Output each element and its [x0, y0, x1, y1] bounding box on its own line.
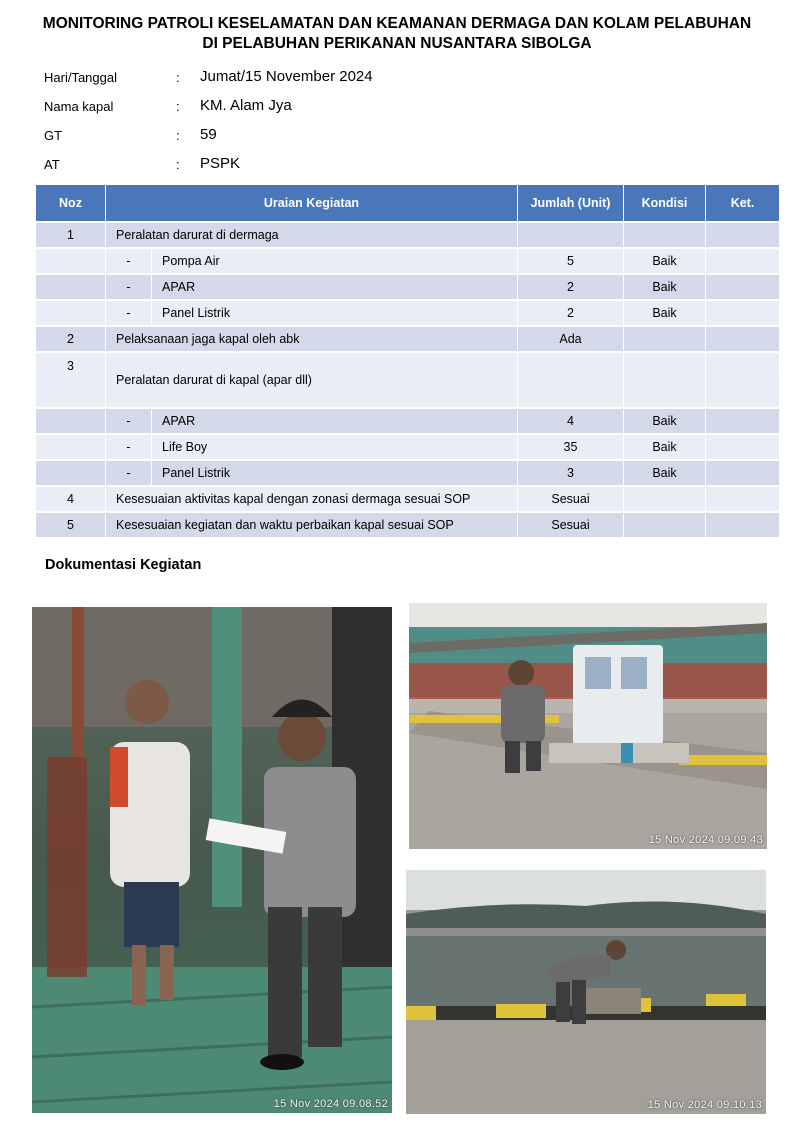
cell-quantity: 35 — [518, 433, 624, 459]
cell-condition — [624, 221, 706, 247]
cell-no: 4 — [36, 485, 106, 511]
cell-item: APAR — [152, 407, 518, 433]
cell-item: Kesesuaian kegiatan dan waktu perbaikan kapal sesuai SOP — [106, 511, 518, 537]
table-row — [36, 485, 780, 511]
cell-item: Life Boy — [152, 433, 518, 459]
cell-notes — [706, 273, 780, 299]
cell-notes — [706, 459, 780, 485]
info-label: GT — [44, 128, 63, 143]
table-row — [36, 407, 780, 433]
cell-condition — [624, 485, 706, 511]
cell-no — [36, 407, 106, 433]
cell-notes — [706, 485, 780, 511]
table-row — [36, 273, 780, 299]
cell-dash: - — [106, 407, 152, 433]
photo-harbor-basin — [406, 870, 766, 1114]
info-colon: : — [176, 157, 180, 172]
cell-quantity — [518, 221, 624, 247]
cell-item: Panel Listrik — [152, 299, 518, 325]
cell-notes — [706, 247, 780, 273]
cell-no — [36, 433, 106, 459]
cell-no: 2 — [36, 325, 106, 351]
photo-crew-inspection — [32, 607, 392, 1113]
cell-no — [36, 459, 106, 485]
table-row — [36, 325, 780, 351]
info-colon: : — [176, 70, 180, 85]
cell-condition — [624, 351, 706, 407]
cell-no: 1 — [36, 221, 106, 247]
cell-item: Peralatan darurat di kapal (apar dll) — [106, 351, 518, 407]
cell-quantity: 5 — [518, 247, 624, 273]
cell-item: Peralatan darurat di dermaga — [106, 221, 518, 247]
header-no: Noz — [36, 185, 106, 221]
cell-dash: - — [106, 247, 152, 273]
cell-condition: Baik — [624, 459, 706, 485]
info-value: Jumat/15 November 2024 — [200, 68, 373, 85]
cell-quantity: Sesuai — [518, 485, 624, 511]
cell-condition: Baik — [624, 273, 706, 299]
photo-dock-panel — [409, 603, 767, 849]
cell-condition: Baik — [624, 407, 706, 433]
cell-no — [36, 299, 106, 325]
photo-harbor-basin-image — [406, 870, 766, 1114]
header-notes: Ket. — [706, 185, 780, 221]
info-colon: : — [176, 128, 180, 143]
table-row — [36, 351, 780, 407]
info-label: Hari/Tanggal — [44, 70, 117, 85]
cell-item: Panel Listrik — [152, 459, 518, 485]
info-value: KM. Alam Jya — [200, 97, 292, 114]
info-colon: : — [176, 99, 180, 114]
document-title — [0, 14, 794, 54]
cell-dash: - — [106, 433, 152, 459]
cell-notes — [706, 511, 780, 537]
header-quantity: Jumlah (Unit) — [518, 185, 624, 221]
cell-condition — [624, 325, 706, 351]
cell-quantity: 2 — [518, 273, 624, 299]
cell-dash: - — [106, 299, 152, 325]
title-line-2: DI PELABUHAN PERIKANAN NUSANTARA SIBOLGA — [202, 35, 592, 52]
photo-timestamp: 15 Nov 2024 09.10.13 — [647, 1099, 762, 1111]
cell-notes — [706, 407, 780, 433]
info-label: Nama kapal — [44, 99, 114, 114]
info-value: 59 — [200, 126, 217, 143]
cell-item: Pompa Air — [152, 247, 518, 273]
cell-notes — [706, 325, 780, 351]
title-line-1: MONITORING PATROLI KESELAMATAN DAN KEAMANAN DERMAGA DAN KOLAM PELABUHAN — [42, 15, 752, 32]
cell-condition: Baik — [624, 299, 706, 325]
table-row — [36, 459, 780, 485]
cell-no: 5 — [36, 511, 106, 537]
photo-crew-inspection-image — [32, 607, 392, 1113]
table-header-row — [36, 185, 780, 221]
table-row — [36, 433, 780, 459]
cell-dash: - — [106, 459, 152, 485]
cell-item: APAR — [152, 273, 518, 299]
photo-dock-panel-image — [409, 603, 767, 849]
cell-quantity: 4 — [518, 407, 624, 433]
cell-notes — [706, 351, 780, 407]
cell-condition — [624, 511, 706, 537]
header-condition: Kondisi — [624, 185, 706, 221]
cell-quantity: Sesuai — [518, 511, 624, 537]
cell-item: Kesesuaian aktivitas kapal dengan zonasi dermaga sesuai SOP — [106, 485, 518, 511]
documentation-title: Dokumentasi Kegiatan — [45, 557, 202, 573]
cell-no — [36, 273, 106, 299]
cell-notes — [706, 221, 780, 247]
cell-quantity: Ada — [518, 325, 624, 351]
table-row — [36, 221, 780, 247]
inspection-table — [36, 185, 780, 537]
header-description: Uraian Kegiatan — [106, 185, 518, 221]
cell-quantity: 3 — [518, 459, 624, 485]
table-row — [36, 511, 780, 537]
table-row — [36, 247, 780, 273]
cell-notes — [706, 433, 780, 459]
info-label: AT — [44, 157, 60, 172]
cell-dash: - — [106, 273, 152, 299]
cell-no: 3 — [36, 351, 106, 407]
table-row — [36, 299, 780, 325]
photo-timestamp: 15 Nov 2024 09.09.43 — [648, 834, 763, 846]
info-value: PSPK — [200, 155, 241, 172]
cell-item: Pelaksanaan jaga kapal oleh abk — [106, 325, 518, 351]
cell-quantity — [518, 351, 624, 407]
cell-notes — [706, 299, 780, 325]
cell-condition: Baik — [624, 247, 706, 273]
cell-quantity: 2 — [518, 299, 624, 325]
cell-no — [36, 247, 106, 273]
photo-timestamp: 15 Nov 2024 09.08.52 — [273, 1098, 388, 1110]
cell-condition: Baik — [624, 433, 706, 459]
